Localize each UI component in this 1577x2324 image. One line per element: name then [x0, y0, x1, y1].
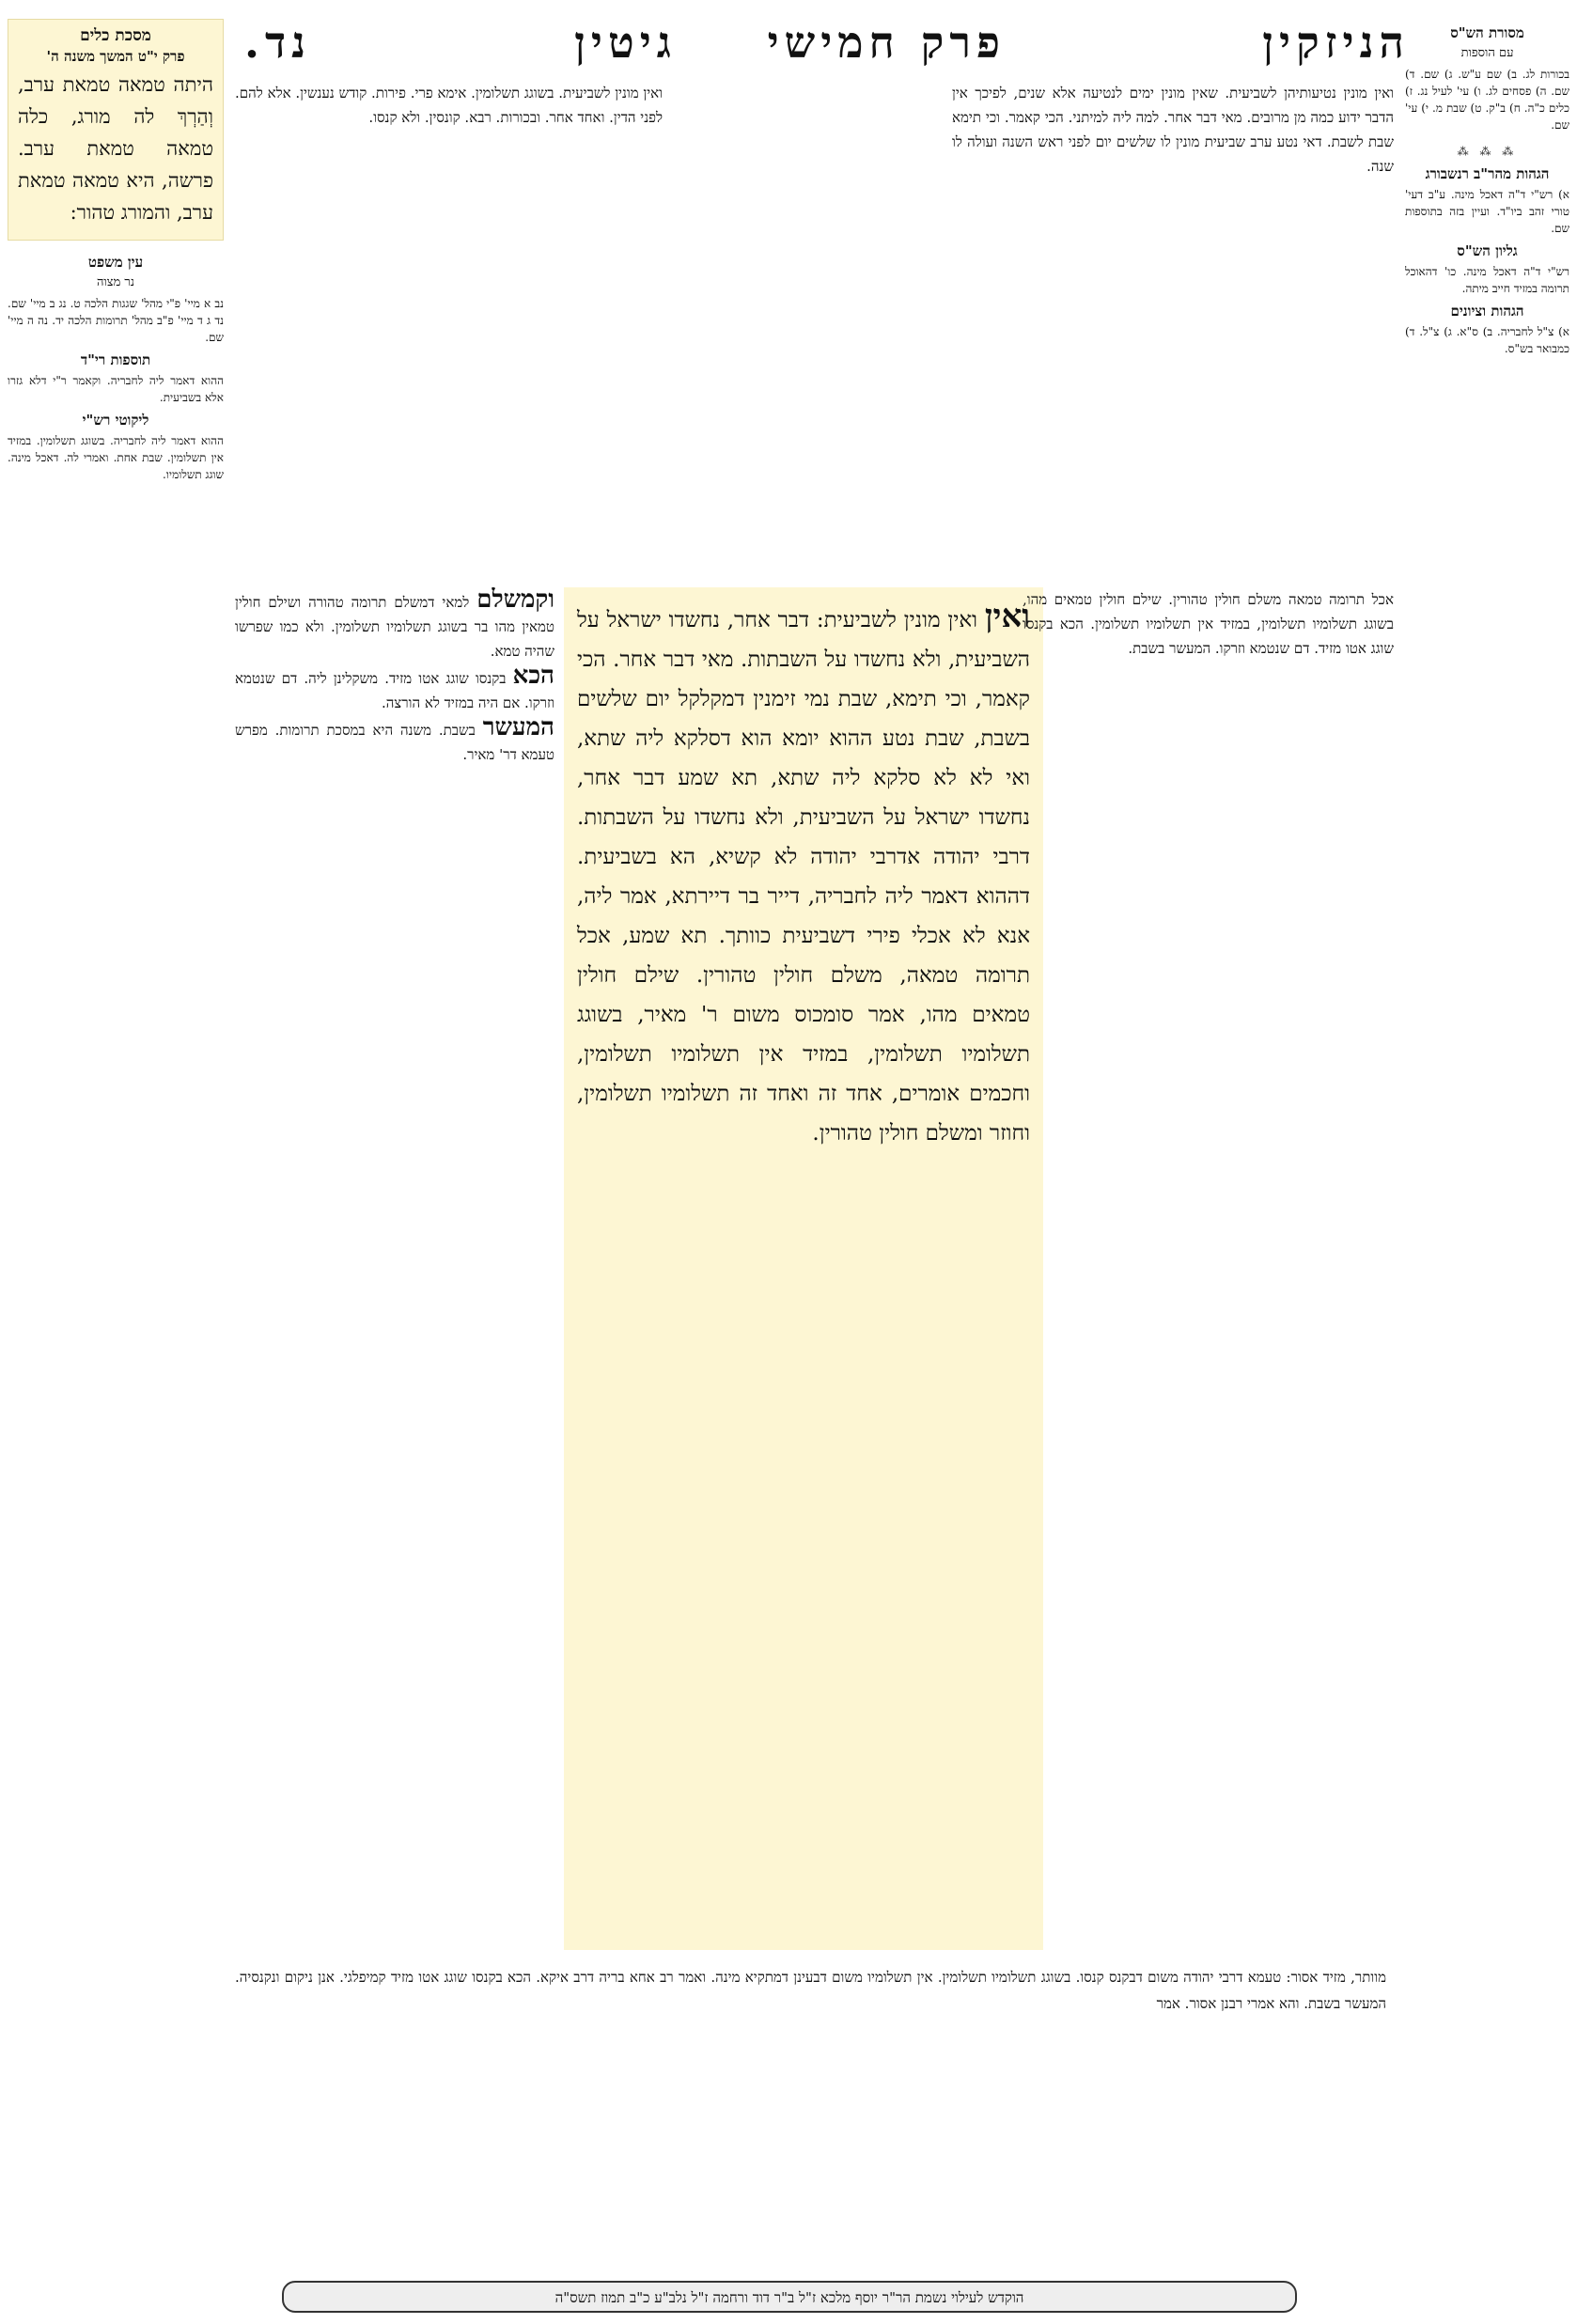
likutei-rashi-text: ההוא דאמר ליה לחבריה. בשוגג תשלומין. במזיד אין תשלומין. שבת אחת. ואמרי לה. דאכל מינה. שוגג תשלומיו. [8, 434, 224, 481]
right-margin-column [1405, 19, 1569, 2208]
hagahot2-text: א) צ"ל לחבריה. ב) ס"א. ג) צ"ל. ד) כמבואר בש"ס. [1405, 325, 1569, 355]
tosafot-rid-text: ההוא דאמר ליה לחבריה. וקאמר ר"י דלא גזרו אלא בשביעית. [8, 374, 224, 404]
page-header [244, 17, 1410, 73]
ein-mishpat-title: עין משפט [87, 254, 144, 271]
masoret-subtitle: עם הוספות [1460, 46, 1514, 60]
tosafot-rid-title: תוספות רי"ד [80, 351, 151, 368]
left-margin-column [8, 19, 224, 2208]
mishnah-box [8, 19, 224, 241]
header-folio: נד. [244, 17, 312, 68]
gilyon-text: רש"י ד"ה דאכל מינה. כו' דהאוכל תרומה במזיד חייב מיתה. [1405, 265, 1569, 295]
hagahot-title: הגהות מהר"ב רנשבורג [1425, 165, 1550, 182]
ornament-divider: ⁂ ⁂ ⁂ [1457, 145, 1518, 158]
rashi-commentary-top: ואין מונין נטיעותיהן לשביעית. שאין מונין ימים לנטיעה אלא שנים, לפיכך אין הדבר ידוע כמה מן מרובים. מאי דבר אחר. למה ליה למיתני. הכי קאמר. וכי תימא שבת לשבת. דאי נטע ערב שביעית מונין לו שלשים יום לפני ראש השנה ועולה לו שנה. [952, 85, 1394, 175]
tosafot-commentary-side [235, 587, 554, 1950]
gilyon-title: גליון הש"ס [1457, 242, 1518, 259]
dedication-footer: הוקדש לעילוי נשמת הר"ר יוסף מלכא ז"ל ב"ר דוד ורחמה ז"ל נלב"ע כ"ב תמוז תשס"ה [282, 2281, 1297, 2313]
tosafot-text-1: למאי דמשלם תרומה טהורה ושילם חולין טמאין מהו בר בשוגג תשלומיו תשלומין. ולא כמו שפרשו שהיה טמא. [235, 594, 554, 660]
tosafot-commentary-top: ואין מונין לשביעית. בשוגג תשלומין. אימא פרי. פירות. קודש נענשין. אלא להם. לפני הדין. ואחד אחר. ובכורות. רבא. קונסין. ולא קנסו. [235, 85, 663, 126]
tosafot-text-3: בשבת. משנה היא במסכת תרומות. מפרש טעמא דר' מאיר. [235, 722, 554, 763]
likutei-rashi-title: ליקוטי רש"י [82, 412, 149, 429]
bottom-commentary: מוותר, מזיד אסור: טעמא דרבי יהודה משום דבקנס קנסו. בשוגג תשלומיו תשלומין. אין תשלומיו משום דבעינן דמתקיא מינה. ואמר רב אחא בריה דרב איקא. הכא בקנסו שוגג אטו מזיד קמיפלגי. אנן ניקום ונקנסיה. המעשר בשבת. והא אמרי רבנן אסור. אמר [235, 1969, 1386, 2012]
hagahot2-title: הגהות וציונים [1450, 303, 1524, 320]
gemara-opening-word: ואין [984, 598, 1030, 635]
gemara-main-text [564, 587, 1043, 1950]
ein-mishpat-text: נב א מיי' פ"י מהל' שגגות הלכה ט. נג ב מיי' שם. נד ג ד מיי' פ"ב מהל' תרומות הלכה יד. נה ה מיי' שם. [8, 297, 224, 344]
masoret-text: בכורות לג. ב) שם ע"ש. ג) שם. ד) שם. ה) פסחים לג. ו) עי' לעיל נג. ז) כלים כ"ה. ח) ב"ק. ט) שבת מ. י) עי' שם. [1405, 68, 1569, 132]
tosafot-dibbur-2: הכא [512, 662, 554, 690]
mishnah-title: מסכת כלים [80, 26, 151, 45]
header-tractate: גיטין [574, 17, 677, 68]
ein-mishpat-subtitle: נר מצוה [96, 275, 135, 289]
mishnah-text: היתה טמאה טמאת ערב, וְהַרְךְ לה מורג, כלה טמאה טמאת ערב. פרשה, היא טמאה טמאת ערב, והמורג טהור: [18, 73, 213, 224]
header-chapter: פרק חמישי [767, 17, 1006, 68]
rashi-commentary-side: אכל תרומה טמאה משלם חולין טהורין. שילם חולין טמאים מהו, בשוגג תשלומיו תשלומין, במזיד אין תשלומיו תשלומין. הכא בקנסו שוגג אטו מזיד. דם שנטמא וזרקו. המעשר בשבת. [1023, 591, 1394, 657]
masoret-title: מסורת הש"ס [1450, 24, 1524, 41]
tosafot-dibbur-1: וקמשלם [476, 587, 554, 614]
hagahot-text: א) רש"י ד"ה דאכל מינה. ע"ב דעי' טורי זהב ביו"ד. ועיין בזה בתוספות שם. [1405, 188, 1569, 235]
gemara-text: ואין מונין לשביעית: דבר אחר, נחשדו ישראל על השביעית, ולא נחשדו על השבתות. מאי דבר אחר. הכי קאמר, וכי תימא, שבת נמי זימנין דמקלקל יום שלשים בשבת, שבת נטע ההוא יומא הוא דסלקא ליה שתא, ואי לא לא סלקא ליה שתא, תא שמע דבר אחר, נחשדו ישראל על השביעית, ולא נחשדו על השבתות. דרבי יהודה אדרבי יהודה לא קשיא, הא בשביעית. דההוא דאמר ליה לחבריה, דייר בר דיירתא, אמר ליה, אנא לא אכלי פירי דשביעית כוותך. תא שמע, אכל תרומה טמאה, משלם חולין טהורין. שילם חולין טמאים מהו, אמר סומכוס משום ר' מאיר, בשוגג תשלומיו תשלומין, במזיד אין תשלומיו תשלומין, וחכמים אומרים, אחד זה ואחד זה תשלומיו תשלומין, וחוזר ומשלם חולין טהורין. [577, 608, 1030, 1146]
mishnah-subtitle: פרק י"ט המשך משנה ה' [46, 48, 185, 65]
header-perek-name: הניזקין [1262, 17, 1410, 68]
tosafot-text-2: בקנסו שוגג אטו מזיד. משקלינן ליה. דם שנטמא וזרקו. אם היה במזיד לא הורצה. [235, 670, 554, 711]
tosafot-dibbur-3: המעשר [482, 713, 554, 741]
